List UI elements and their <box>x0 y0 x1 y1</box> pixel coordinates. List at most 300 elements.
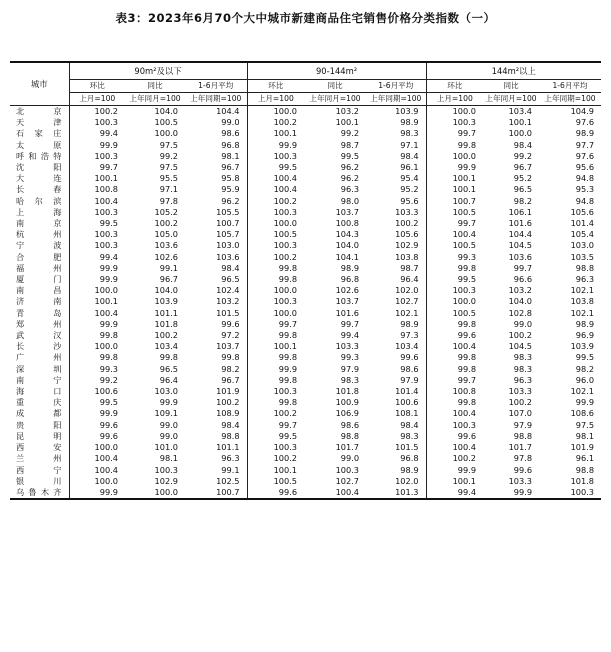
sub-header: 同比 <box>125 80 185 93</box>
index-value: 101.5 <box>185 308 247 319</box>
index-value: 100.8 <box>452 386 477 397</box>
group-header-small: 90m²及以下 <box>69 62 247 80</box>
base-header: 上年同期=100 <box>366 93 426 106</box>
index-value: 102.1 <box>570 307 595 318</box>
index-value: 105.4 <box>570 229 595 240</box>
index-value: 100.0 <box>94 442 118 453</box>
index-value: 101.9 <box>185 386 247 397</box>
index-value: 102.0 <box>366 476 426 487</box>
index-value: 99.7 <box>99 162 118 173</box>
city-name: 沈阳 <box>10 162 69 173</box>
index-value: 103.6 <box>508 251 533 262</box>
index-value: 99.8 <box>457 139 477 150</box>
index-value: 105.6 <box>570 206 595 217</box>
index-value: 95.9 <box>185 184 247 195</box>
index-value: 96.3 <box>340 184 360 195</box>
index-value: 104.0 <box>154 285 178 296</box>
index-value: 104.5 <box>508 341 533 352</box>
table-row <box>10 173 601 184</box>
index-value: 95.2 <box>513 173 533 184</box>
index-value: 98.6 <box>185 128 247 139</box>
index-value: 102.5 <box>185 476 247 487</box>
city-name: 重庆 <box>10 397 69 408</box>
index-value: 96.7 <box>159 274 178 285</box>
index-value: 100.3 <box>452 285 477 296</box>
index-value: 103.2 <box>508 285 533 296</box>
index-value: 97.8 <box>159 195 178 206</box>
index-value: 97.5 <box>159 162 178 173</box>
index-value: 94.8 <box>575 195 595 206</box>
index-value: 100.3 <box>273 442 298 453</box>
index-value: 99.6 <box>513 464 533 475</box>
index-value: 100.0 <box>154 486 178 497</box>
index-value: 100.2 <box>94 106 118 116</box>
index-value: 100.3 <box>273 386 298 397</box>
index-value: 95.8 <box>185 173 247 184</box>
index-value: 100.4 <box>94 195 118 206</box>
city-name: 福州 <box>10 263 69 274</box>
index-value: 98.9 <box>575 128 595 139</box>
city-name: 宁波 <box>10 240 69 251</box>
index-value: 103.3 <box>508 386 533 397</box>
index-value: 101.3 <box>366 487 426 499</box>
index-value: 103.6 <box>154 240 178 251</box>
index-value: 100.4 <box>94 307 118 318</box>
index-value: 101.8 <box>570 475 595 486</box>
table-row <box>10 408 601 419</box>
city-name: 深圳 <box>10 364 69 375</box>
index-value: 101.1 <box>185 442 247 453</box>
index-value: 100.1 <box>335 117 360 128</box>
index-value: 100.1 <box>273 128 298 139</box>
index-value: 104.5 <box>508 240 533 251</box>
index-value: 99.9 <box>99 139 118 150</box>
index-value: 98.1 <box>159 453 178 464</box>
index-value: 100.1 <box>94 296 118 307</box>
index-value: 101.0 <box>154 442 178 453</box>
table-header <box>10 62 601 106</box>
index-value: 104.4 <box>508 229 533 240</box>
city-name: 天津 <box>10 117 69 128</box>
table-row <box>10 476 601 487</box>
index-value: 100.1 <box>273 464 298 475</box>
index-value: 104.0 <box>335 240 360 251</box>
index-value: 98.4 <box>513 139 533 150</box>
index-value: 99.5 <box>340 150 360 161</box>
index-value: 100.6 <box>366 397 426 408</box>
index-value: 100.8 <box>94 184 118 195</box>
index-value: 99.8 <box>278 274 298 285</box>
index-value: 103.0 <box>570 240 595 251</box>
index-value: 98.8 <box>575 464 595 475</box>
index-value: 100.3 <box>273 240 298 251</box>
index-value: 99.9 <box>278 363 298 374</box>
index-value: 99.5 <box>278 430 298 441</box>
index-value: 99.6 <box>185 319 247 330</box>
index-value: 99.2 <box>340 128 360 139</box>
index-value: 99.8 <box>457 318 477 329</box>
index-value: 100.4 <box>94 464 118 475</box>
table-row <box>10 341 601 352</box>
index-value: 99.3 <box>99 363 118 374</box>
index-value: 96.5 <box>159 363 178 374</box>
city-name: 北京 <box>10 106 69 118</box>
table-title: 表3：2023年6月70个大中城市新建商品住宅销售价格分类指数（一） <box>115 11 496 25</box>
table-row <box>10 252 601 263</box>
index-value: 99.1 <box>159 262 178 273</box>
index-value: 95.6 <box>366 196 426 207</box>
index-value: 101.9 <box>570 442 595 453</box>
index-value: 100.7 <box>185 218 247 229</box>
index-value: 98.7 <box>340 139 360 150</box>
base-header: 上月=100 <box>247 93 304 106</box>
city-name: 太原 <box>10 140 69 151</box>
table-row <box>10 453 601 464</box>
index-value: 99.0 <box>159 419 178 430</box>
index-value: 99.9 <box>99 274 118 285</box>
city-name: 乌鲁木齐 <box>10 487 69 499</box>
sub-header: 1-6月平均 <box>539 80 601 93</box>
index-value: 103.3 <box>508 475 533 486</box>
index-value: 99.9 <box>457 464 477 475</box>
index-value: 99.9 <box>99 318 118 329</box>
index-value: 104.1 <box>335 251 360 262</box>
index-value: 100.2 <box>154 218 178 229</box>
index-value: 100.5 <box>452 307 477 318</box>
index-value: 100.3 <box>335 464 360 475</box>
sub-header: 1-6月平均 <box>185 80 247 93</box>
index-value: 99.6 <box>457 430 477 441</box>
index-value: 96.3 <box>575 274 595 285</box>
index-value: 100.2 <box>273 117 298 128</box>
index-value: 98.2 <box>575 363 595 374</box>
index-value: 99.8 <box>185 352 247 363</box>
index-value: 100.2 <box>273 195 298 206</box>
index-value: 103.2 <box>185 296 247 307</box>
index-value: 99.8 <box>457 397 477 408</box>
sub-header: 1-6月平均 <box>366 80 426 93</box>
index-value: 98.9 <box>366 319 426 330</box>
table-row <box>10 431 601 442</box>
table-row <box>10 106 601 118</box>
index-value: 97.9 <box>513 419 533 430</box>
index-value: 100.2 <box>366 218 426 229</box>
index-value: 99.8 <box>99 330 118 341</box>
index-value: 95.6 <box>575 162 595 173</box>
table-row <box>10 296 601 307</box>
index-value: 105.0 <box>154 229 178 240</box>
index-value: 96.2 <box>340 162 360 173</box>
index-value: 96.5 <box>513 184 533 195</box>
city-name: 广州 <box>10 352 69 363</box>
table-row <box>10 285 601 296</box>
index-value: 97.5 <box>159 139 178 150</box>
index-value: 99.6 <box>366 352 426 363</box>
table-row <box>10 386 601 397</box>
index-value: 99.4 <box>340 330 360 341</box>
index-value: 99.3 <box>340 352 360 363</box>
index-value: 100.5 <box>452 240 477 251</box>
index-value: 96.3 <box>513 374 533 385</box>
index-value: 99.8 <box>159 352 178 363</box>
index-value: 99.2 <box>513 150 533 161</box>
index-value: 102.6 <box>154 251 178 262</box>
index-value: 100.3 <box>94 240 118 251</box>
index-value: 103.9 <box>366 106 426 118</box>
index-value: 100.4 <box>273 184 298 195</box>
index-value: 96.9 <box>575 330 595 341</box>
city-name: 上海 <box>10 207 69 218</box>
index-value: 103.3 <box>335 341 360 352</box>
table-row <box>10 263 601 274</box>
index-value: 97.8 <box>513 453 533 464</box>
index-value: 103.4 <box>508 106 533 116</box>
index-value: 99.7 <box>457 218 477 229</box>
index-value: 100.2 <box>273 408 298 419</box>
index-value: 96.2 <box>340 173 360 184</box>
index-value: 101.7 <box>335 442 360 453</box>
index-value: 98.4 <box>185 263 247 274</box>
index-value: 99.8 <box>457 352 477 363</box>
base-header: 上月=100 <box>69 93 125 106</box>
index-value: 99.9 <box>575 397 595 408</box>
index-value: 96.0 <box>575 374 595 385</box>
index-value: 97.1 <box>366 140 426 151</box>
index-value: 100.0 <box>94 475 118 486</box>
index-value: 99.9 <box>99 408 118 419</box>
index-value: 98.1 <box>185 151 247 162</box>
index-value: 100.3 <box>94 206 118 217</box>
index-value: 99.8 <box>278 352 298 363</box>
index-value: 101.1 <box>154 307 178 318</box>
index-value: 99.7 <box>457 374 477 385</box>
city-name: 南昌 <box>10 285 69 296</box>
city-name: 厦门 <box>10 274 69 285</box>
index-value: 99.8 <box>278 397 298 408</box>
index-value: 102.6 <box>335 285 360 296</box>
index-value: 104.9 <box>570 106 595 116</box>
index-value: 99.5 <box>457 274 477 285</box>
city-name: 兰州 <box>10 453 69 464</box>
index-value: 100.4 <box>452 341 477 352</box>
price-index-table <box>10 61 601 500</box>
index-value: 100.4 <box>452 442 477 453</box>
table-row <box>10 364 601 375</box>
city-name: 南宁 <box>10 375 69 386</box>
index-value: 96.7 <box>185 375 247 386</box>
table-row <box>10 375 601 386</box>
index-value: 96.3 <box>185 453 247 464</box>
index-value: 100.3 <box>273 296 298 307</box>
index-value: 100.0 <box>94 285 118 296</box>
table-row <box>10 218 601 229</box>
index-value: 96.8 <box>366 453 426 464</box>
base-header: 上月=100 <box>426 93 483 106</box>
index-value: 99.8 <box>457 262 477 273</box>
index-value: 103.9 <box>154 296 178 307</box>
index-value: 102.8 <box>508 307 533 318</box>
index-value: 98.8 <box>513 430 533 441</box>
index-value: 102.9 <box>154 475 178 486</box>
index-value: 100.3 <box>273 150 298 161</box>
index-value: 100.0 <box>273 106 298 116</box>
index-value: 99.9 <box>457 162 477 173</box>
table-row <box>10 151 601 162</box>
index-value: 101.8 <box>154 318 178 329</box>
index-value: 101.5 <box>366 442 426 453</box>
index-value: 100.1 <box>452 173 477 184</box>
index-value: 98.3 <box>366 128 426 139</box>
index-value: 100.4 <box>94 453 118 464</box>
index-value: 99.0 <box>513 318 533 329</box>
base-header: 上年同月=100 <box>304 93 366 106</box>
index-value: 96.2 <box>185 196 247 207</box>
index-value: 98.6 <box>340 419 360 430</box>
index-value: 109.1 <box>154 408 178 419</box>
index-value: 98.3 <box>366 431 426 442</box>
index-value: 97.9 <box>340 363 360 374</box>
index-value: 100.1 <box>273 341 298 352</box>
table-row <box>10 308 601 319</box>
index-value: 103.2 <box>335 106 360 116</box>
index-value: 99.7 <box>513 262 533 273</box>
index-value: 100.5 <box>273 475 298 486</box>
index-value: 94.8 <box>575 173 595 184</box>
table-row <box>10 442 601 453</box>
index-value: 100.0 <box>508 128 533 139</box>
index-value: 100.2 <box>273 251 298 262</box>
index-value: 98.3 <box>340 374 360 385</box>
index-value: 100.2 <box>154 330 178 341</box>
index-value: 98.9 <box>340 262 360 273</box>
index-value: 103.4 <box>154 341 178 352</box>
index-value: 100.5 <box>154 117 178 128</box>
table-row <box>10 330 601 341</box>
index-value: 100.2 <box>508 397 533 408</box>
index-value: 100.3 <box>570 486 595 497</box>
index-value: 100.3 <box>94 117 118 128</box>
index-value: 99.0 <box>185 117 247 128</box>
index-value: 98.3 <box>513 363 533 374</box>
index-value: 99.8 <box>278 330 298 341</box>
index-value: 100.3 <box>94 150 118 161</box>
index-value: 99.6 <box>457 330 477 341</box>
index-value: 99.2 <box>99 374 118 385</box>
index-value: 100.8 <box>335 218 360 229</box>
index-value: 103.0 <box>185 240 247 251</box>
index-value: 96.7 <box>185 162 247 173</box>
index-value: 104.0 <box>508 296 533 307</box>
index-value: 106.1 <box>508 206 533 217</box>
base-header: 上年同月=100 <box>125 93 185 106</box>
index-value: 100.1 <box>452 184 477 195</box>
index-value: 100.3 <box>452 419 477 430</box>
table-row <box>10 229 601 240</box>
table-row <box>10 420 601 431</box>
index-value: 96.8 <box>185 140 247 151</box>
index-value: 96.8 <box>340 274 360 285</box>
index-value: 100.9 <box>335 397 360 408</box>
index-value: 99.9 <box>159 397 178 408</box>
table-row <box>10 240 601 251</box>
index-value: 99.7 <box>278 419 298 430</box>
index-value: 100.0 <box>273 285 298 296</box>
index-value: 98.4 <box>366 420 426 431</box>
index-value: 105.2 <box>154 206 178 217</box>
index-value: 99.8 <box>278 374 298 385</box>
index-value: 100.3 <box>452 117 477 128</box>
city-name: 贵阳 <box>10 420 69 431</box>
index-value: 97.7 <box>575 139 595 150</box>
table-row <box>10 140 601 151</box>
index-value: 98.8 <box>185 431 247 442</box>
sub-header: 环比 <box>247 80 304 93</box>
index-value: 99.5 <box>99 397 118 408</box>
city-name: 成都 <box>10 408 69 419</box>
index-value: 99.8 <box>99 352 118 363</box>
index-value: 99.7 <box>340 318 360 329</box>
index-value: 99.5 <box>575 352 595 363</box>
index-value: 99.9 <box>99 486 118 497</box>
index-value: 99.7 <box>457 128 477 139</box>
index-value: 102.1 <box>570 386 595 397</box>
index-value: 98.7 <box>366 263 426 274</box>
index-value: 102.0 <box>366 285 426 296</box>
index-value: 103.8 <box>570 296 595 307</box>
index-value: 100.2 <box>273 453 298 464</box>
city-name: 海口 <box>10 386 69 397</box>
index-value: 107.0 <box>508 408 533 419</box>
index-value: 100.2 <box>185 397 247 408</box>
index-value: 100.3 <box>273 206 298 217</box>
index-value: 103.8 <box>366 252 426 263</box>
index-value: 105.5 <box>185 207 247 218</box>
index-value: 99.9 <box>513 486 533 497</box>
sub-header: 环比 <box>69 80 125 93</box>
table-row <box>10 487 601 499</box>
base-header: 上年同期=100 <box>539 93 601 106</box>
index-value: 99.0 <box>340 453 360 464</box>
index-value: 96.1 <box>575 453 595 464</box>
index-value: 102.1 <box>366 308 426 319</box>
index-value: 101.8 <box>335 386 360 397</box>
index-value: 101.6 <box>508 218 533 229</box>
table-row <box>10 117 601 128</box>
city-name: 大连 <box>10 173 69 184</box>
city-name: 西宁 <box>10 465 69 476</box>
index-value: 95.2 <box>366 184 426 195</box>
index-value: 98.3 <box>513 352 533 363</box>
index-value: 100.2 <box>508 330 533 341</box>
index-value: 98.9 <box>575 318 595 329</box>
city-column-header: 城市 <box>10 62 69 106</box>
index-value: 104.3 <box>335 229 360 240</box>
index-value: 97.5 <box>575 419 595 430</box>
index-value: 101.4 <box>570 218 595 229</box>
index-value: 100.0 <box>452 106 477 116</box>
index-value: 99.5 <box>278 162 298 173</box>
city-name: 济南 <box>10 296 69 307</box>
index-value: 100.5 <box>273 229 298 240</box>
index-value: 99.7 <box>278 318 298 329</box>
index-value: 97.2 <box>185 330 247 341</box>
index-value: 98.0 <box>340 195 360 206</box>
index-value: 96.4 <box>366 274 426 285</box>
index-value: 95.5 <box>159 173 178 184</box>
table-row <box>10 319 601 330</box>
index-value: 100.3 <box>94 229 118 240</box>
index-value: 99.8 <box>278 262 298 273</box>
